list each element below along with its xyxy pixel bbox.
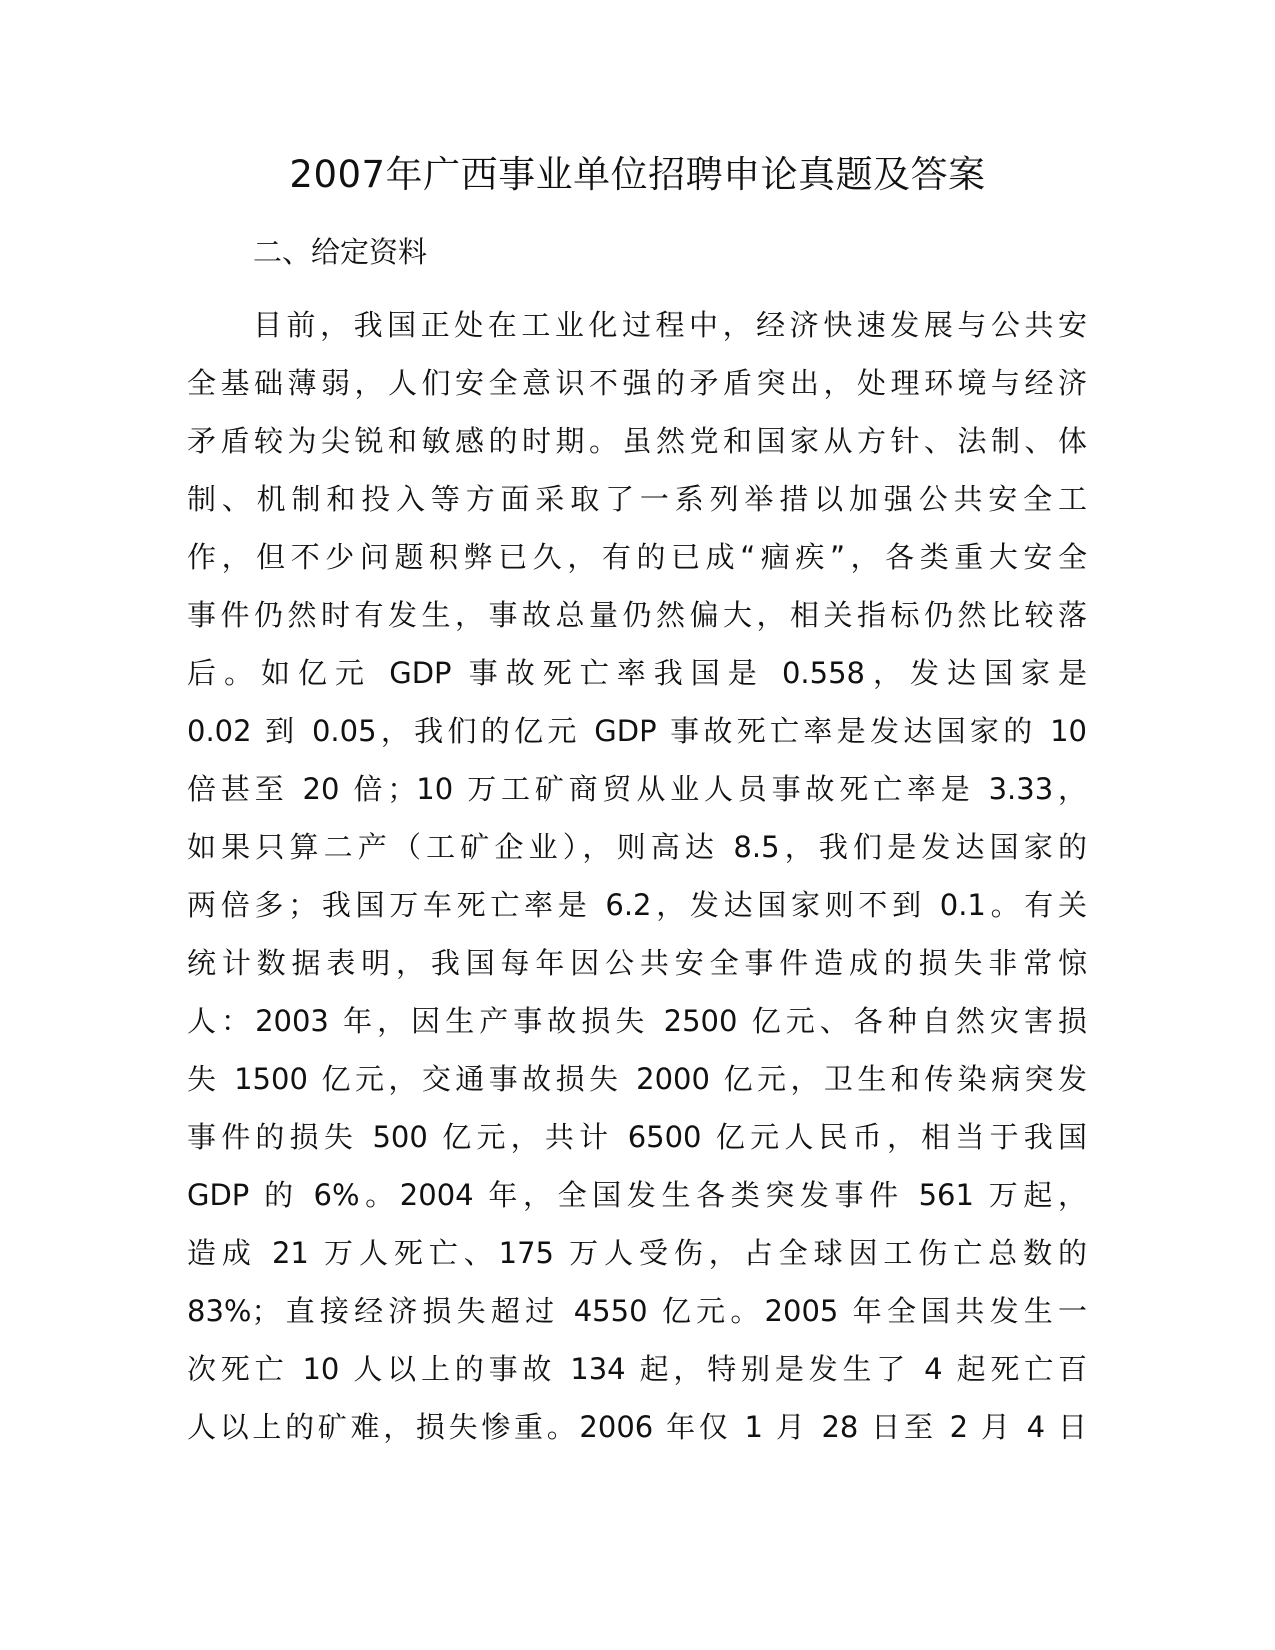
- text-line: 作，但不少问题积弊已久，有的已成“痼疾”，各类重大安全: [187, 540, 1087, 574]
- text-line: 两倍多；我国万车死亡率是 6.2，发达国家则不到 0.1。有关: [187, 888, 1087, 922]
- text-line: 倍甚至 20 倍；10 万工矿商贸从业人员事故死亡率是 3.33，: [187, 772, 1087, 806]
- document-title: 2007年广西事业单位招聘申论真题及答案: [289, 153, 986, 196]
- body-paragraph: [187, 296, 1087, 1456]
- text-line: 83%；直接经济损失超过 4550 亿元。2005 年全国共发生一: [187, 1294, 1087, 1328]
- text-line: 次死亡 10 人以上的事故 134 起，特别是发生了 4 起死亡百: [187, 1352, 1087, 1386]
- text-line: 如果只算二产（工矿企业），则高达 8.5，我们是发达国家的: [187, 830, 1087, 864]
- text-line: 后。如亿元 GDP 事故死亡率我国是 0.558，发达国家是: [187, 656, 1087, 690]
- text-line: 事件仍然时有发生，事故总量仍然偏大，相关指标仍然比较落: [187, 598, 1087, 632]
- text-line: 矛盾较为尖锐和敏感的时期。虽然党和国家从方针、法制、体: [187, 424, 1087, 458]
- text-line: 事件的损失 500 亿元，共计 6500 亿元人民币，相当于我国: [187, 1120, 1087, 1154]
- text-line: 0.02 到 0.05，我们的亿元 GDP 事故死亡率是发达国家的 10: [187, 714, 1087, 748]
- text-line: 统计数据表明，我国每年因公共安全事件造成的损失非常惊: [187, 946, 1087, 980]
- text-line: 制、机制和投入等方面采取了一系列举措以加强公共安全工: [187, 482, 1087, 516]
- text-line: GDP 的 6%。2004 年，全国发生各类突发事件 561 万起，: [187, 1178, 1087, 1212]
- text-line: 造成 21 万人死亡、175 万人受伤，占全球因工伤亡总数的: [187, 1236, 1087, 1270]
- text-line: 全基础薄弱，人们安全意识不强的矛盾突出，处理环境与经济: [187, 366, 1087, 400]
- text-line: 目前，我国正处在工业化过程中，经济快速发展与公共安: [253, 308, 1087, 342]
- text-line: 失 1500 亿元，交通事故损失 2000 亿元，卫生和传染病突发: [187, 1062, 1087, 1096]
- text-line: 人：2003 年，因生产事故损失 2500 亿元、各种自然灾害损: [187, 1004, 1087, 1038]
- text-line: 人以上的矿难，损失惨重。2006 年仅 1 月 28 日至 2 月 4 日: [187, 1410, 1087, 1444]
- section-heading: 二、给定资料: [253, 235, 428, 269]
